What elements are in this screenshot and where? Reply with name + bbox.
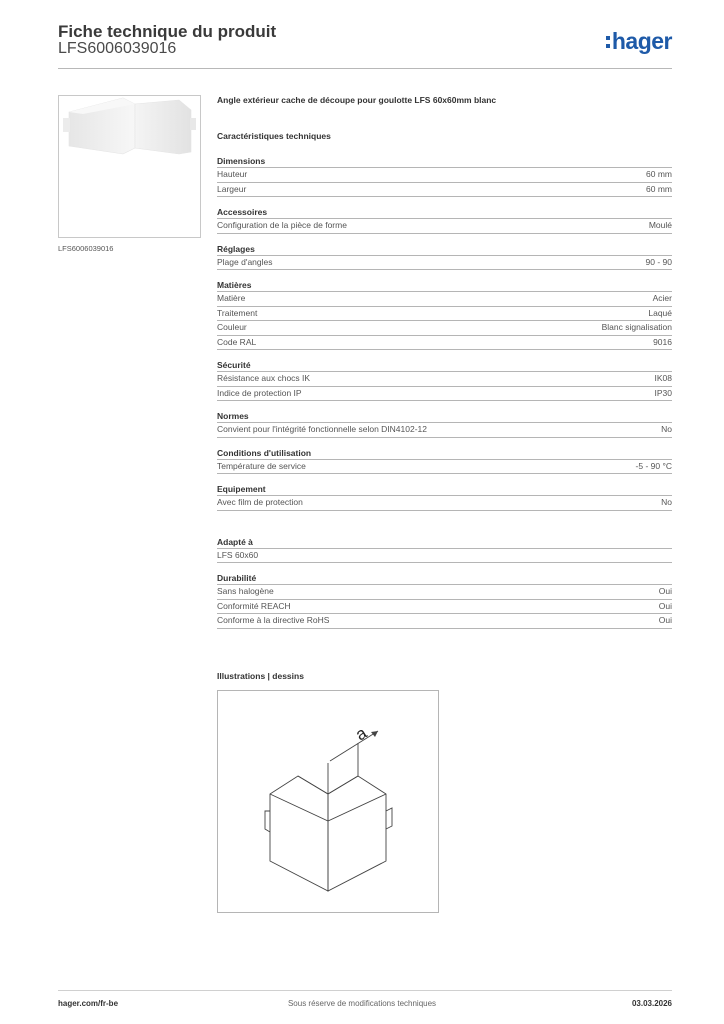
footer-date: 03.03.2026: [631, 999, 672, 1008]
spec-group: [217, 535, 672, 564]
footer-website[interactable]: hager.com/fr-be: [58, 999, 119, 1008]
spec-label: Configuration de la pièce de forme: [217, 220, 347, 230]
spec-row: [217, 372, 672, 387]
spec-group-title: Normes: [217, 409, 672, 423]
spec-group-title: Dimensions: [217, 154, 672, 168]
spec-label: Traitement: [217, 307, 258, 318]
spec-group-title: Adapté à: [217, 535, 672, 549]
spec-label: Avec film de protection: [217, 497, 303, 507]
spec-label: Matière: [217, 293, 246, 303]
spec-row: [217, 387, 672, 402]
spec-label: Résistance aux chocs IK: [217, 373, 311, 383]
spec-row: [217, 496, 672, 511]
spec-row: [217, 423, 672, 438]
spec-value: Blanc signalisation: [601, 322, 672, 332]
spec-value: No: [661, 497, 672, 507]
dimension-label: a: [352, 723, 371, 745]
spec-group: [217, 358, 672, 401]
spec-group: [217, 409, 672, 438]
spec-group: [217, 154, 672, 197]
spec-group: [217, 482, 672, 511]
hager-logo: [606, 27, 672, 55]
spec-value: 9016: [653, 336, 672, 347]
spec-row: [217, 614, 672, 629]
logo-dots-icon: [606, 36, 610, 48]
spec-row: [217, 336, 672, 351]
spec-row: [217, 321, 672, 336]
spec-row: [217, 549, 672, 564]
spec-row: [217, 256, 672, 271]
spec-label: Indice de protection IP: [217, 387, 302, 398]
product-image: [58, 95, 201, 238]
spec-group-title: Réglages: [217, 242, 672, 256]
spec-group: [217, 446, 672, 475]
spec-row: [217, 600, 672, 615]
spec-value: No: [661, 424, 672, 434]
page-title: Fiche technique du produit: [58, 22, 277, 41]
spec-value: Laqué: [648, 307, 672, 318]
spec-label: Sans halogène: [217, 586, 274, 596]
spec-row: [217, 585, 672, 600]
spec-group-title: Equipement: [217, 482, 672, 496]
product-description: Angle extérieur cache de découpe pour goulotte LFS 60x60mm blanc: [217, 95, 497, 105]
spec-group: [217, 205, 672, 234]
spec-value: -5 - 90 °C: [635, 460, 672, 471]
spec-group-title: Durabilité: [217, 571, 672, 585]
spec-row: [217, 292, 672, 307]
spec-label: Hauteur: [217, 169, 248, 179]
spec-label: Largeur: [217, 183, 247, 194]
spec-value: Oui: [658, 600, 672, 611]
spec-group: [217, 278, 672, 350]
technical-drawing: [217, 690, 439, 913]
spec-group: [217, 571, 672, 629]
spec-group-title: Accessoires: [217, 205, 672, 219]
spec-row: [217, 460, 672, 475]
spec-value: Acier: [652, 293, 672, 303]
spec-value: 60 mm: [646, 169, 672, 179]
logo-text: hager: [611, 27, 672, 54]
spec-label: Couleur: [217, 322, 247, 332]
spec-row: [217, 168, 672, 183]
spec-row: [217, 183, 672, 198]
spec-group-title: Sécurité: [217, 358, 672, 372]
illustrations-title: Illustrations | dessins: [217, 671, 304, 681]
footer-notice: Sous réserve de modifications techniques: [287, 999, 437, 1008]
spec-label: Convient pour l'intégrité fonctionnelle selon DIN4102-12: [217, 424, 428, 434]
spec-value: Oui: [658, 586, 672, 596]
spec-row: [217, 307, 672, 322]
spec-value: IK08: [654, 373, 672, 383]
spec-value: Oui: [658, 615, 672, 625]
header-divider: [58, 68, 672, 69]
spec-label: Code RAL: [217, 336, 257, 347]
spec-group-title: Conditions d'utilisation: [217, 446, 672, 460]
spec-row: [217, 219, 672, 234]
spec-value: Moulé: [648, 220, 672, 230]
product-image-caption: LFS6006039016: [58, 244, 114, 253]
spec-value: 90 - 90: [645, 256, 672, 267]
spec-label: Plage d'angles: [217, 256, 273, 267]
corner-drawing-icon: [218, 691, 438, 912]
other-spec-groups: [217, 535, 672, 629]
spec-label: Température de service: [217, 460, 306, 471]
spec-value: 60 mm: [646, 183, 672, 194]
spec-label: Conforme à la directive RoHS: [217, 615, 330, 625]
tech-spec-groups: [217, 154, 672, 511]
spec-group: [217, 242, 672, 271]
product-reference: LFS6006039016: [58, 40, 177, 57]
tech-heading: Caractéristiques techniques: [217, 131, 331, 141]
spec-value: IP30: [654, 387, 672, 398]
spec-group-title: Matières: [217, 278, 672, 292]
spec-content: [217, 92, 672, 629]
product-photo-icon: [59, 96, 200, 237]
spec-label: LFS 60x60: [217, 549, 259, 560]
footer-divider: [58, 990, 672, 991]
spec-label: Conformité REACH: [217, 600, 291, 611]
